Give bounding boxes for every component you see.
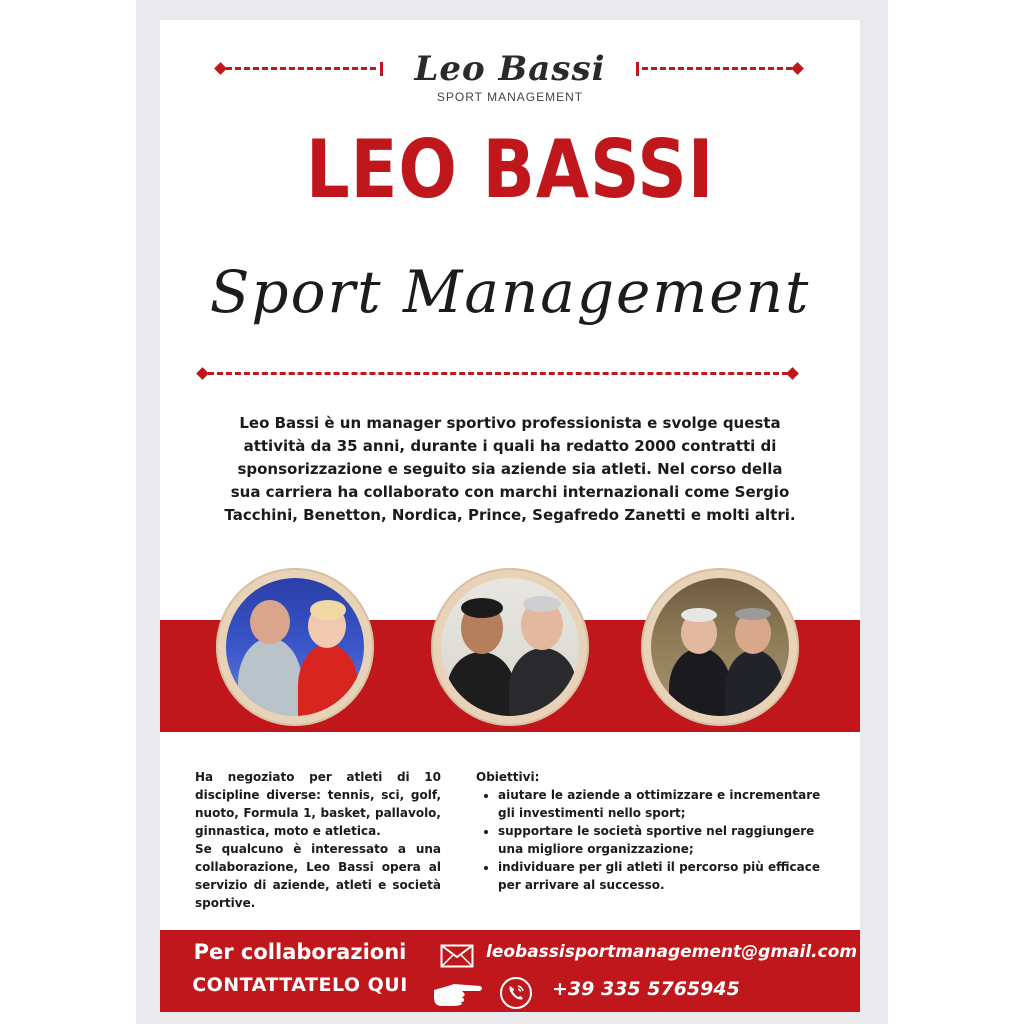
athletes-paragraph: Ha negoziato per atleti di 10 discipline diverse: tennis, sci, golf, nuoto, Formula 1, basket, pallavolo, ginnastica, moto e atletica. <box>195 770 441 838</box>
photo-3 <box>651 578 789 716</box>
divider-right-diamond <box>786 367 799 380</box>
photo-1 <box>226 578 364 716</box>
objectives-heading: Obiettivi: <box>476 770 540 784</box>
divider-left-diamond <box>196 367 209 380</box>
objectives-list <box>476 786 826 894</box>
phone-icon <box>499 976 533 1010</box>
intro-text: Leo Bassi è un manager sportivo professionista e svolge questa attività da 35 anni, durante i quali ha redatto 2000 contratti di sponsorizzazione e seguito sia aziende sia atleti. Nel corso della sua carriera ha collaborato con marchi internazionali come Sergio Tacchini, Benetton, Nordica, Prince, Segafredo Zanetti e molti altri. <box>224 414 796 524</box>
main-title: LEO BASSI <box>305 123 715 216</box>
flyer <box>160 20 860 1012</box>
script-title: Sport Management <box>209 258 811 326</box>
photo-frame-1 <box>216 568 374 726</box>
cta-line-2: CONTATTATELO QUI <box>192 974 408 996</box>
photo-frame-2 <box>431 568 589 726</box>
logo-subtitle: SPORT MANAGEMENT <box>436 90 584 104</box>
objective-item: • supportare le società sportive nel raggiungere una migliore organizzazione; <box>498 822 826 858</box>
divider-dash <box>208 372 788 375</box>
objective-item: • aiutare le aziende a ottimizzare e incrementare gli investimenti nello sport; <box>498 786 826 822</box>
athletes-info <box>195 768 441 912</box>
photo-2 <box>441 578 579 716</box>
pointing-hand-icon <box>432 980 484 1006</box>
photo-frame-3 <box>641 568 799 726</box>
phone-link[interactable]: +39 335 5765945 <box>552 978 740 1000</box>
logo-name: Leo Bassi <box>414 49 606 89</box>
logo <box>160 50 860 104</box>
contact-footer <box>160 930 860 1012</box>
collaboration-paragraph: Se qualcuno è interessato a una collaborazione, Leo Bassi opera al servizio di aziende, atleti e società sportive. <box>195 842 441 910</box>
email-link[interactable]: leobassisportmanagement@gmail.com <box>486 942 858 962</box>
cta-line-1: Per collaborazioni <box>193 940 407 964</box>
objective-item: • individuare per gli atleti il percorso più efficace per arrivare al successo. <box>498 858 826 894</box>
envelope-icon <box>440 944 474 968</box>
objectives <box>476 768 826 894</box>
